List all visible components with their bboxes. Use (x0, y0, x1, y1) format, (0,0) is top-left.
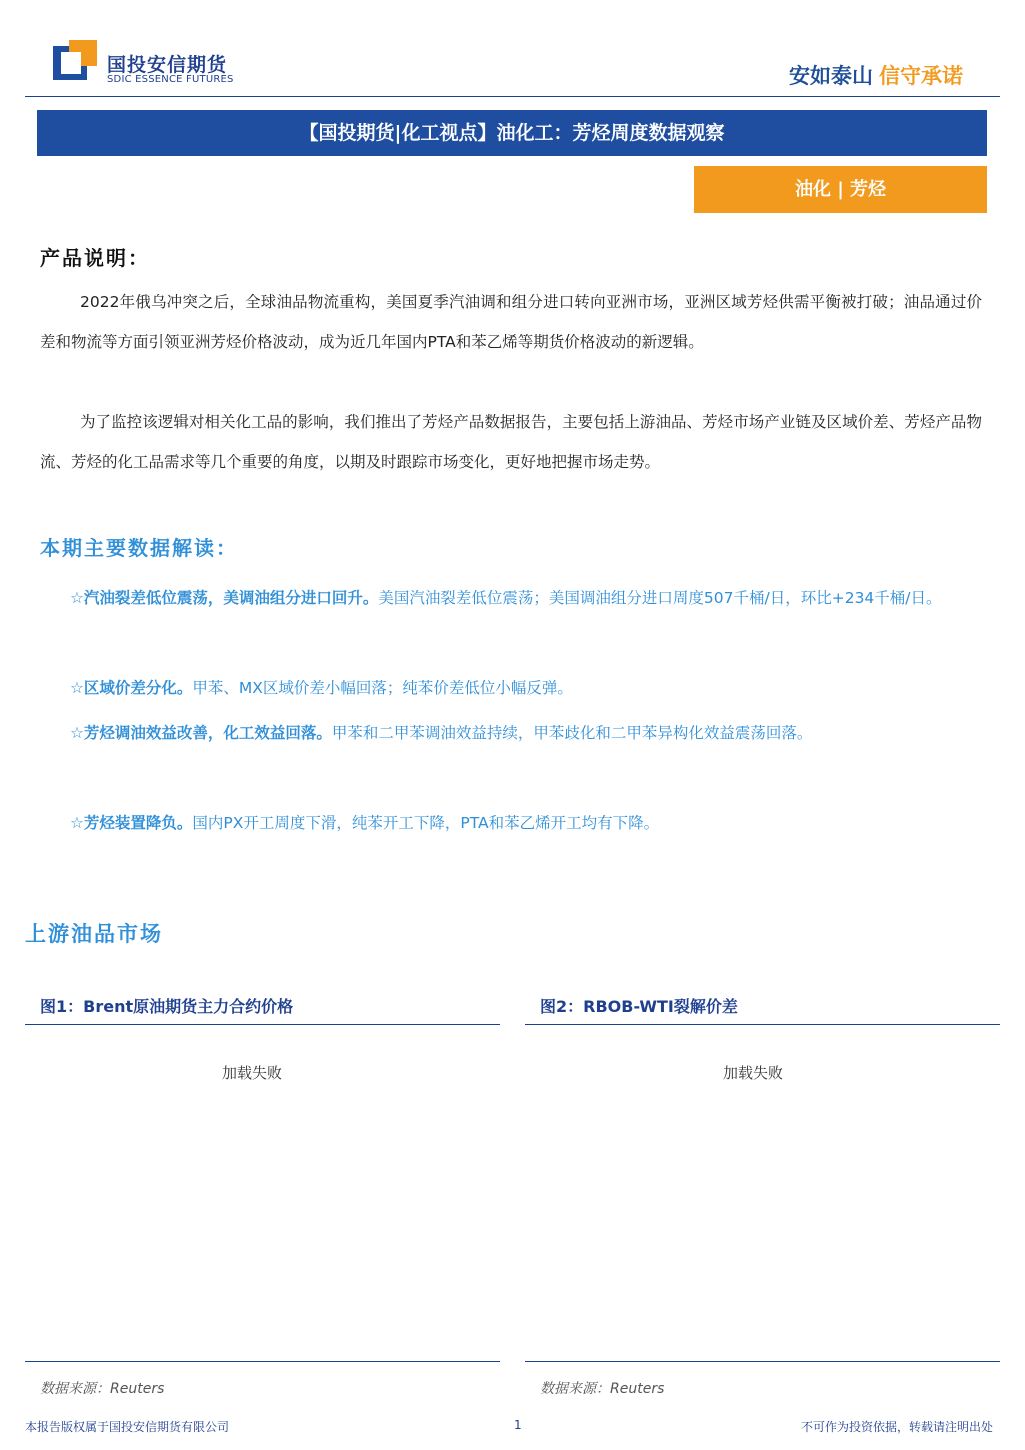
figure-1-title: 图1：Brent原油期货主力合约价格 (40, 997, 294, 1016)
page-number: 1 (514, 1418, 522, 1432)
highlight-lead: ☆区域价差分化。 (70, 679, 193, 697)
figure-1-source: 数据来源：Reuters (40, 1381, 165, 1397)
header-divider (25, 96, 1000, 97)
company-logo-icon (53, 40, 97, 84)
product-paragraph-1: 2022年俄乌冲突之后，全球油品物流重构，美国夏季汽油调和组分进口转向亚洲市场，亚洲区域芳烃供需平衡被打破；油品通过价差和物流等方面引领亚洲芳烃价格波动，成为近几年国内PTA和苯乙烯等期货价格波动的新逻辑。 (40, 293, 982, 351)
figure-2-title: 图2：RBOB-WTI裂解价差 (540, 997, 738, 1016)
slogan-part2: 信守承诺 (879, 64, 963, 88)
highlight-item-1 (40, 576, 982, 621)
figure-2-source: 数据来源：Reuters (540, 1381, 665, 1397)
section-heading-upstream-oil: 上游油品市场 (25, 922, 163, 946)
highlight-text: 甲苯和二甲苯调油效益持续，甲苯歧化和二甲苯异构化效益震荡回落。 (331, 724, 813, 742)
highlight-lead: ☆汽油裂差低位震荡，美调油组分进口回升。 (70, 589, 379, 607)
highlight-lead: ☆芳烃调油效益改善，化工效益回落。 (70, 724, 332, 742)
highlight-lead: ☆芳烃装置降负。 (70, 814, 193, 832)
footer-copyright: 本报告版权属于国投安信期货有限公司 (25, 1420, 230, 1434)
highlight-item-4 (40, 801, 982, 846)
footer-disclaimer: 不可作为投资依据，转载请注明出处 (800, 1420, 993, 1434)
logo-english-name: SDIC ESSENCE FUTURES (107, 74, 234, 85)
logo-chinese-name: 国投安信期货 (107, 54, 228, 76)
slogan (789, 60, 963, 90)
highlight-text: 国内PX开工周度下滑，纯苯开工下降，PTA和苯乙烯开工均有下降。 (192, 814, 660, 832)
figure-2-load-status: 加载失败 (723, 1064, 784, 1082)
figure-2-bottom-divider (525, 1361, 1000, 1362)
slogan-part1: 安如泰山 (789, 64, 873, 88)
figure-1-load-status: 加载失败 (222, 1064, 283, 1082)
highlight-item-2 (40, 666, 982, 711)
highlights-heading: 本期主要数据解读： (40, 536, 238, 560)
figure-1-top-divider (25, 1024, 500, 1025)
report-title-banner: 【国投期货|化工视点】油化工：芳烃周度数据观察 (37, 110, 987, 156)
highlight-text: 甲苯、MX区域价差小幅回落；纯苯价差低位小幅反弹。 (192, 679, 573, 697)
product-paragraph-2: 为了监控该逻辑对相关化工品的影响，我们推出了芳烃产品数据报告，主要包括上游油品、芳烃市场产业链及区域价差、芳烃产品物流、芳烃的化工品需求等几个重要的角度，以期及时跟踪市场变化，更好地把握市场走势。 (40, 413, 982, 471)
highlight-item-3 (40, 711, 982, 756)
figure-1-bottom-divider (25, 1361, 500, 1362)
category-tag-banner: 油化 | 芳烃 (694, 166, 987, 213)
figure-2-top-divider (525, 1024, 1000, 1025)
highlight-text: 美国汽油裂差低位震荡；美国调油组分进口周度507千桶/日，环比+234千桶/日。 (378, 589, 942, 607)
product-description-heading: 产品说明： (40, 246, 150, 270)
